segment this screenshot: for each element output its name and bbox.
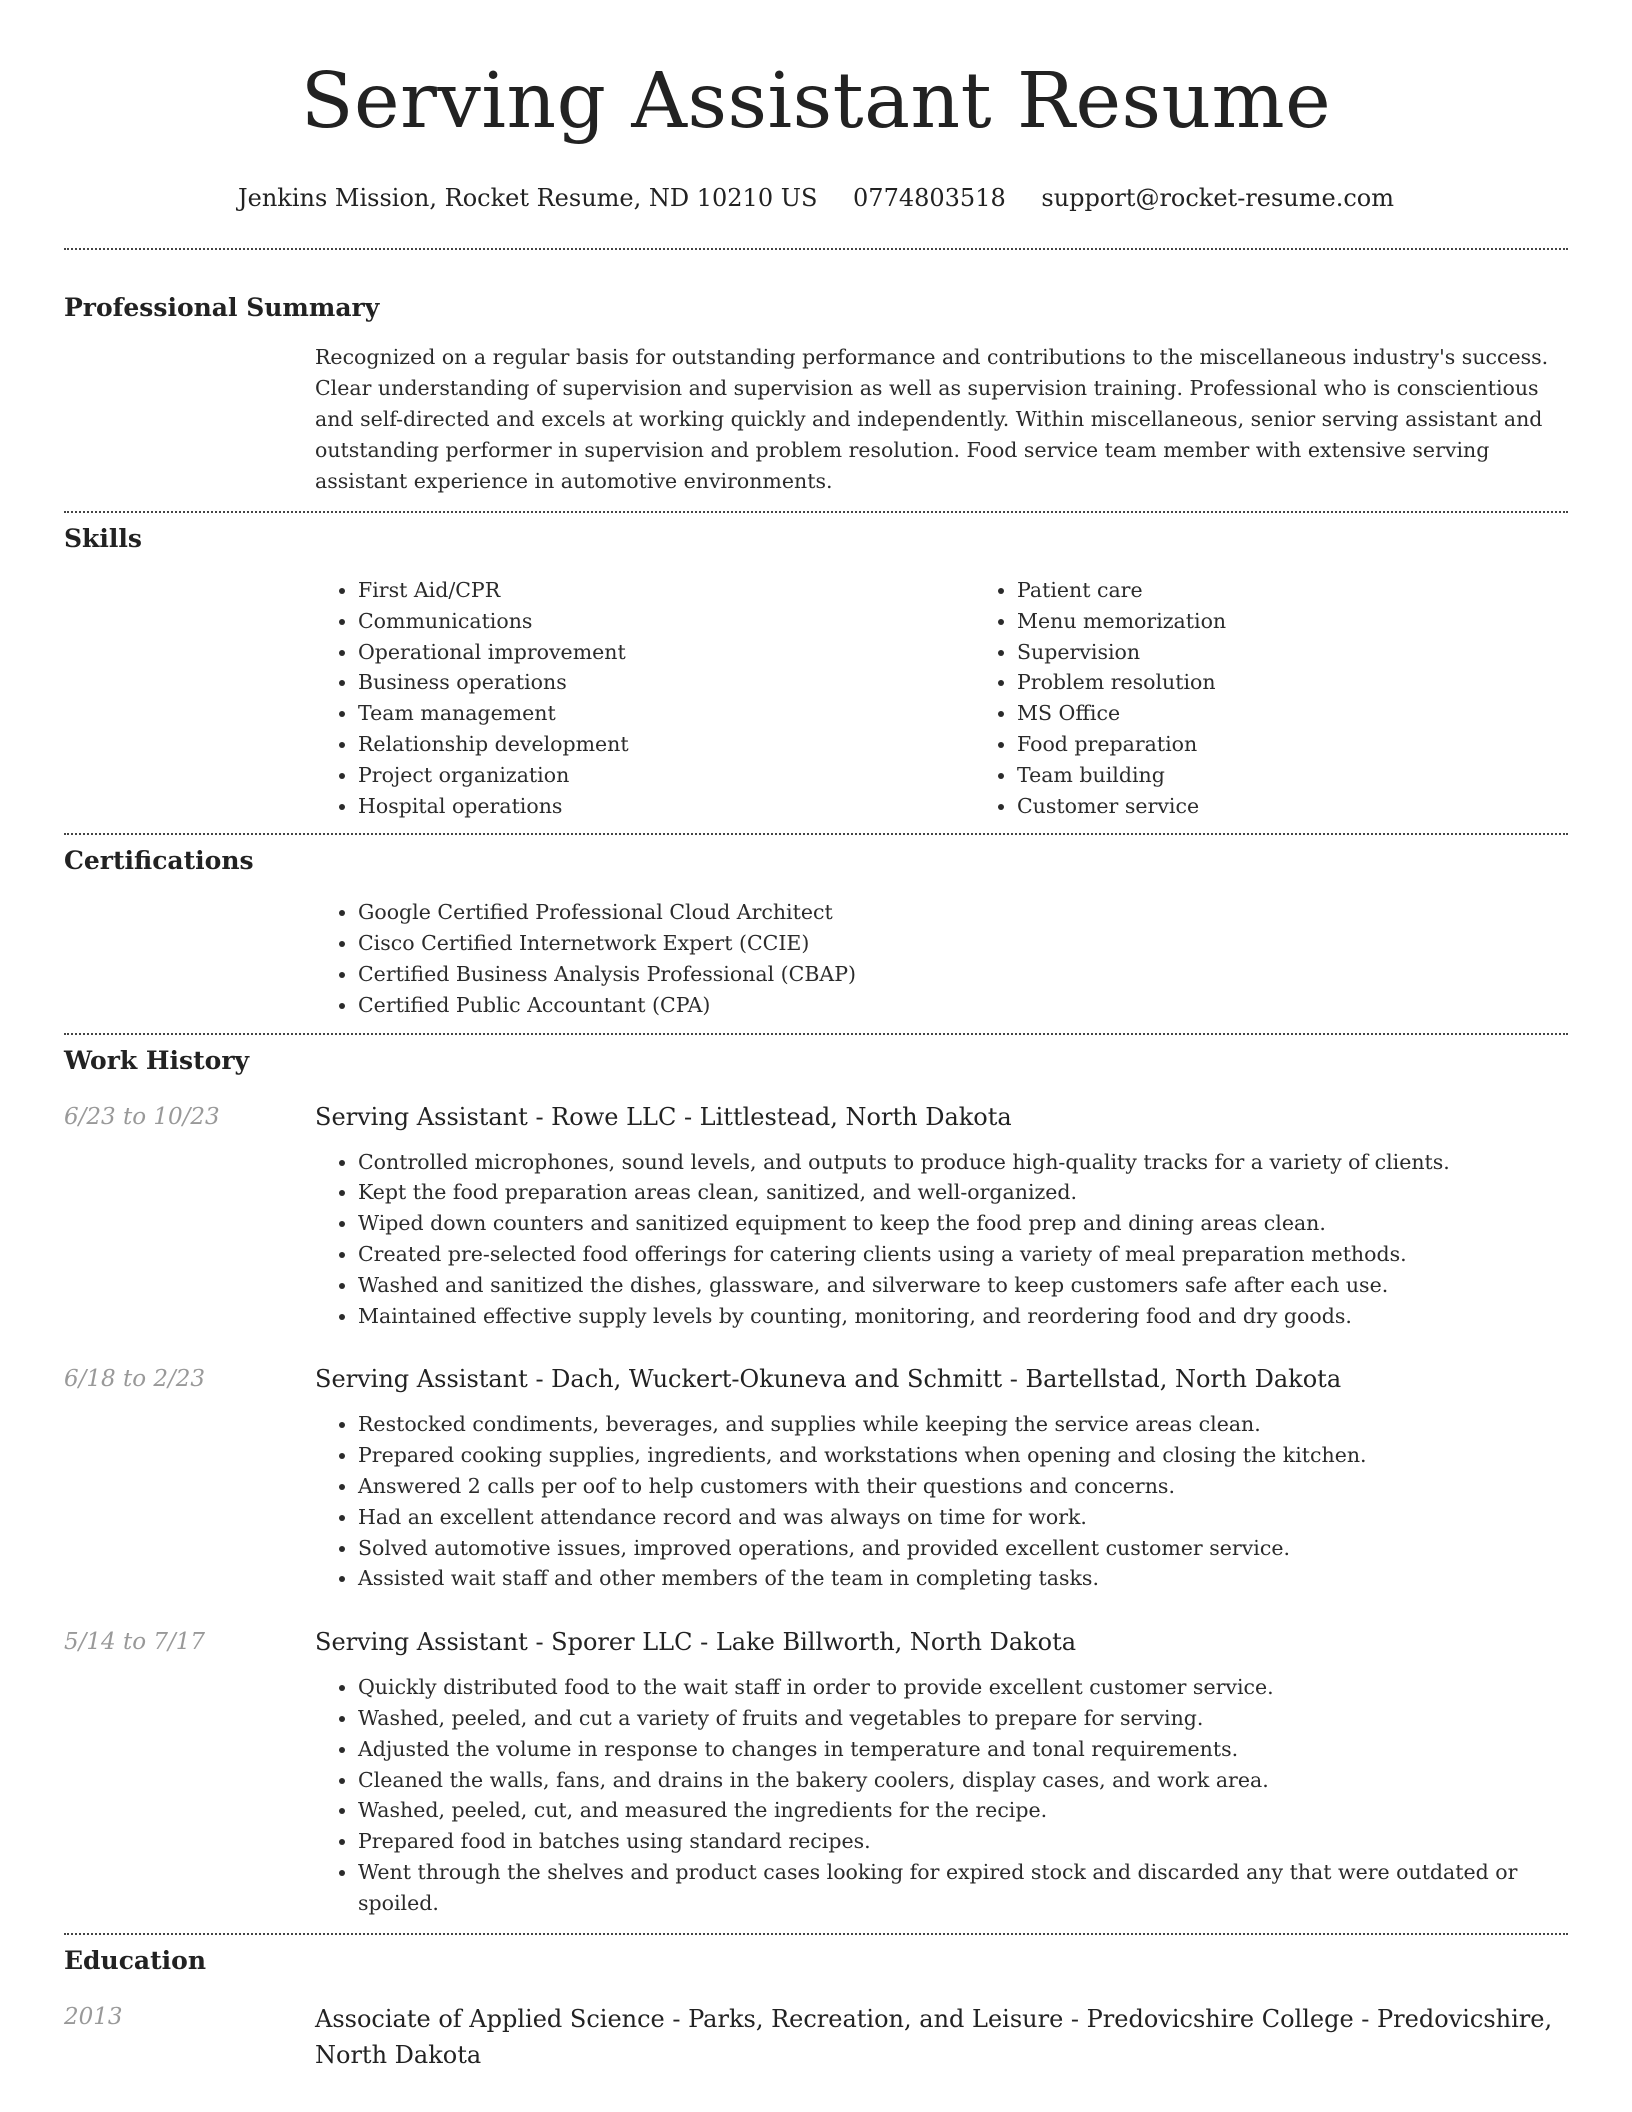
skill-item: • Operational improvement <box>358 637 974 668</box>
contact-email: support@rocket-resume.com <box>1041 184 1394 212</box>
job-bullets <box>315 1147 1568 1332</box>
skill-item: • Relationship development <box>358 729 974 760</box>
job-bullets <box>315 1672 1568 1918</box>
page-title: Serving Assistant Resume <box>300 57 1332 146</box>
contact-phone: 0774803518 <box>853 184 1006 212</box>
job-entry <box>64 1363 1568 1594</box>
job-bullet: • Washed and sanitized the dishes, glassware, and silverware to keep customers safe after each use. <box>358 1270 1568 1301</box>
job-bullets <box>315 1409 1568 1594</box>
job-bullet: • Answered 2 calls per oof to help customers with their questions and concerns. <box>358 1471 1568 1502</box>
summary-section <box>64 250 1568 497</box>
job-bullet: • Kept the food preparation areas clean, sanitized, and well-organized. <box>358 1177 1568 1208</box>
job-bullet: • Maintained effective supply levels by counting, monitoring, and reordering food and dry goods. <box>358 1301 1568 1332</box>
certifications-heading: Certifications <box>64 846 254 876</box>
job-bullet: • Quickly distributed food to the wait staff in order to provide excellent customer service. <box>358 1672 1568 1703</box>
job-bullet: • Created pre-selected food offerings for catering clients using a variety of meal preparation methods. <box>358 1239 1568 1270</box>
skill-item: • Business operations <box>358 667 974 698</box>
job-bullet: • Controlled microphones, sound levels, and outputs to produce high-quality tracks for a variety of clients. <box>358 1147 1568 1178</box>
skill-item: • Customer service <box>1017 791 1632 822</box>
job-bullet: • Restocked condiments, beverages, and supplies while keeping the service areas clean. <box>358 1409 1568 1440</box>
skill-item: • Menu memorization <box>1017 606 1632 637</box>
skill-item: • Project organization <box>358 760 974 791</box>
job-bullet: • Assisted wait staff and other members of the team in completing tasks. <box>358 1563 1568 1594</box>
job-dates: 5/14 to 7/17 <box>64 1629 206 1656</box>
job-dates: 6/18 to 2/23 <box>64 1366 206 1393</box>
skill-item: • Hospital operations <box>358 791 974 822</box>
skill-item: • Team management <box>358 698 974 729</box>
job-bullet: • Prepared food in batches using standard recipes. <box>358 1826 1568 1857</box>
education-title: Associate of Applied Science - Parks, Recreation, and Leisure - Predovicshire College - Predovicshire, North Dakota <box>315 2004 1553 2069</box>
skills-section <box>64 513 1568 821</box>
skill-item: • MS Office <box>1017 698 1632 729</box>
work-history-section <box>64 1035 1568 1919</box>
job-bullet: • Had an excellent attendance record and was always on time for work. <box>358 1502 1568 1533</box>
certifications-section <box>64 835 1568 1020</box>
certification-item: • Cisco Certified Internetwork Expert (CCIE) <box>358 928 1568 959</box>
job-bullet: • Washed, peeled, cut, and measured the ingredients for the recipe. <box>358 1795 1568 1826</box>
education-year: 2013 <box>64 2003 123 2030</box>
job-bullet: • Prepared cooking supplies, ingredients, and workstations when opening and closing the kitchen. <box>358 1440 1568 1471</box>
job-bullet: • Wiped down counters and sanitized equipment to keep the food prep and dining areas clean. <box>358 1208 1568 1239</box>
contact-line <box>64 182 1568 214</box>
skills-list-left <box>315 575 974 821</box>
skill-item: • Supervision <box>1017 637 1632 668</box>
job-bullet: • Solved automotive issues, improved operations, and provided excellent customer service. <box>358 1533 1568 1564</box>
skill-item: • Food preparation <box>1017 729 1632 760</box>
certification-item: • Certified Public Accountant (CPA) <box>358 990 1568 1021</box>
job-bullet: • Went through the shelves and product cases looking for expired stock and discarded any that were outdated or spoiled. <box>358 1857 1568 1919</box>
skills-list-right <box>974 575 1632 821</box>
job-bullet: • Adjusted the volume in response to changes in temperature and tonal requirements. <box>358 1734 1568 1765</box>
summary-heading: Professional Summary <box>64 293 380 322</box>
skill-item: • First Aid/CPR <box>358 575 974 606</box>
certifications-list <box>315 897 1568 1020</box>
job-title: Serving Assistant - Rowe LLC - Littlestead, North Dakota <box>315 1102 1012 1131</box>
skill-item: • Team building <box>1017 760 1632 791</box>
job-dates: 6/23 to 10/23 <box>64 1103 220 1130</box>
skill-item: • Patient care <box>1017 575 1632 606</box>
job-entry <box>64 1626 1568 1918</box>
job-title: Serving Assistant - Dach, Wuckert-Okuneva and Schmitt - Bartellstad, North Dakota <box>315 1365 1342 1394</box>
education-heading: Education <box>64 1945 207 1975</box>
job-bullet: • Washed, peeled, and cut a variety of fruits and vegetables to prepare for serving. <box>358 1703 1568 1734</box>
skill-item: • Communications <box>358 606 974 637</box>
job-title: Serving Assistant - Sporer LLC - Lake Billworth, North Dakota <box>315 1628 1077 1657</box>
skills-heading: Skills <box>64 524 142 553</box>
summary-text: Recognized on a regular basis for outstanding performance and contributions to the miscellaneous industry's success. Clear understanding of supervision and supervision as well as supervision training. Professional who is conscientious and self-directed and excels at working quickly and independently. Within miscellaneous, senior serving assistant and outstanding performer in supervision and problem resolution. Food service team member with extensive serving assistant experience in automotive environments. <box>315 345 1549 493</box>
education-entry <box>64 2001 1568 2073</box>
certification-item: • Google Certified Professional Cloud Architect <box>358 897 1568 928</box>
certification-item: • Certified Business Analysis Professional (CBAP) <box>358 959 1568 990</box>
education-section <box>64 1935 1568 2073</box>
job-bullet: • Cleaned the walls, fans, and drains in the bakery coolers, display cases, and work area. <box>358 1765 1568 1796</box>
work-history-heading: Work History <box>64 1045 250 1075</box>
contact-address: Jenkins Mission, Rocket Resume, ND 10210 US <box>238 184 818 212</box>
skill-item: • Problem resolution <box>1017 667 1632 698</box>
job-entry <box>64 1101 1568 1332</box>
